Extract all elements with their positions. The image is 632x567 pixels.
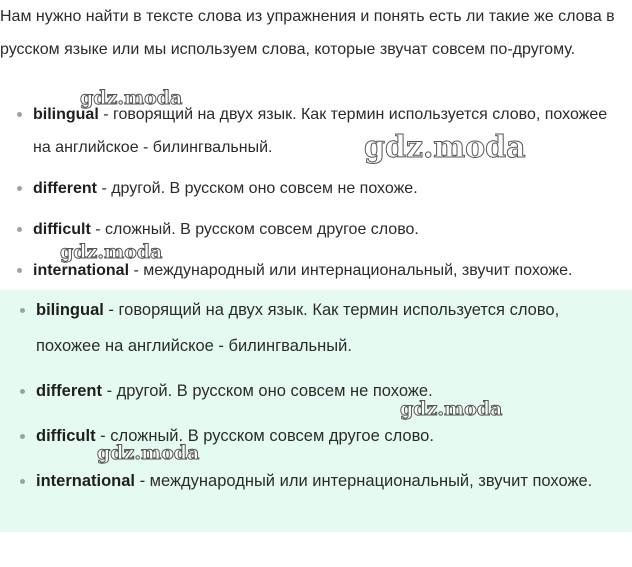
watermark: gdz.moda <box>60 241 163 263</box>
bullet-icon <box>17 112 22 117</box>
list-item <box>0 172 628 205</box>
terms-list <box>0 98 628 295</box>
bullet-icon <box>17 186 22 191</box>
term-word: international <box>36 472 136 490</box>
term-definition: - сложный. В русском совсем другое слово. <box>90 221 419 238</box>
term-definition: - международный или интернациональный, звучит похоже. <box>129 262 573 279</box>
term-word: different <box>33 180 97 197</box>
term-word: difficult <box>33 221 91 238</box>
bullet-icon <box>20 479 25 484</box>
term-definition: - международный или интернациональный, звучит похоже. <box>135 472 593 490</box>
watermark: gdz.moda <box>400 398 503 420</box>
term-word: international <box>33 262 130 279</box>
term-definition: - другой. В русском оно совсем не похоже. <box>97 180 418 197</box>
bullet-icon <box>17 227 22 232</box>
intro-paragraph: Нам нужно найти в тексте слова из упражнения и понять есть ли такие же слова в русском языке или мы используем слова, которые звучат совсем по-другому. <box>0 8 615 58</box>
bullet-icon <box>20 434 25 439</box>
list-item <box>3 418 603 454</box>
watermark: gdz.moda <box>97 442 200 464</box>
term-definition: - говорящий на двух язык. Как термин используется слово, похожее на английское - билингвальный. <box>33 106 608 156</box>
term-word: different <box>36 382 102 400</box>
term-word: bilingual <box>33 106 99 123</box>
term-definition: - сложный. В русском совсем другое слово. <box>95 427 434 445</box>
watermark: gdz.moda <box>364 130 526 165</box>
watermark: gdz.moda <box>80 87 183 109</box>
bullet-icon <box>20 308 25 313</box>
answer-terms-list <box>3 292 603 508</box>
term-definition: - говорящий на двух язык. Как термин используется слово, похожее на английское - билингвальный. <box>36 301 560 355</box>
list-item <box>3 373 603 409</box>
list-item <box>3 292 603 364</box>
bullet-icon <box>20 389 25 394</box>
term-word: difficult <box>36 427 96 445</box>
term-definition: - другой. В русском оно совсем не похоже. <box>102 382 433 400</box>
term-word: bilingual <box>36 301 104 319</box>
list-item <box>3 463 603 499</box>
bullet-icon <box>17 268 22 273</box>
